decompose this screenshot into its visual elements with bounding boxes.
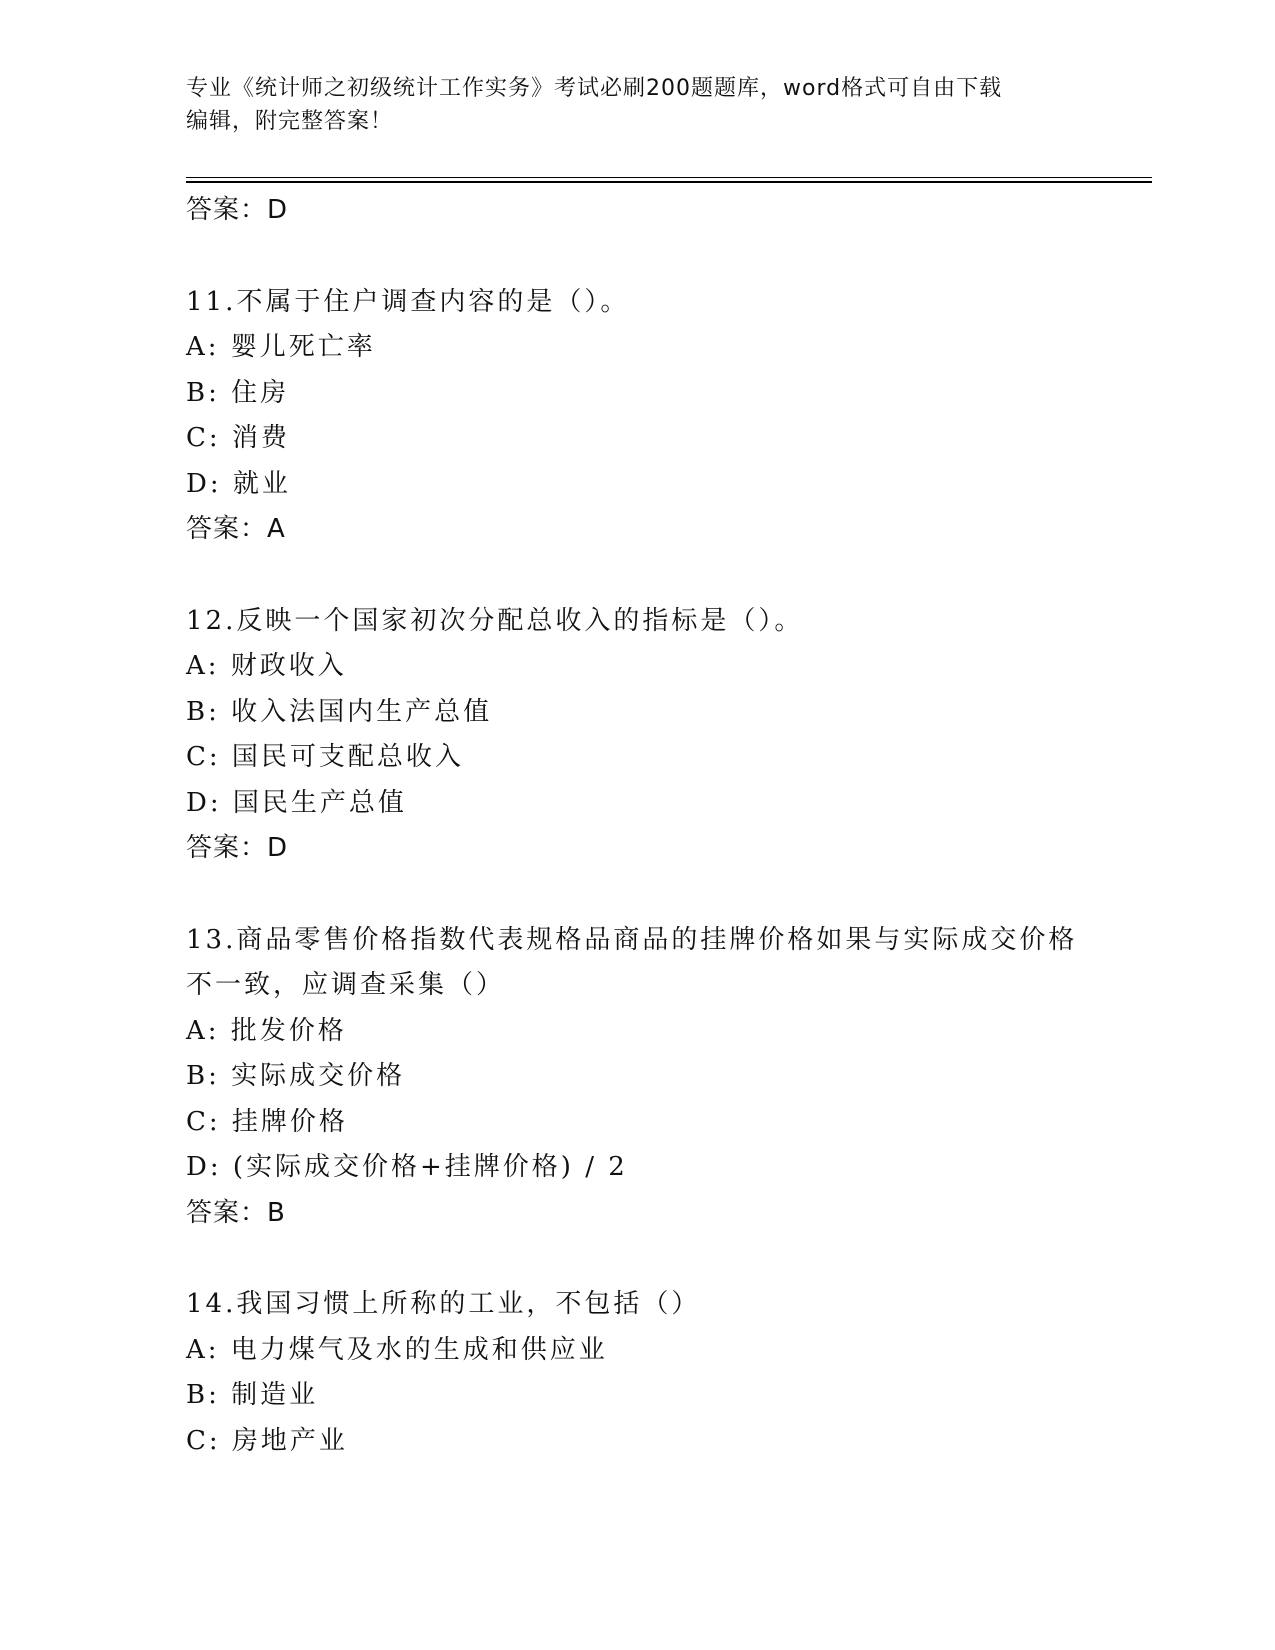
option-a: A: 财政收入 xyxy=(186,651,347,681)
header-divider-thick xyxy=(186,181,1152,183)
question-block xyxy=(186,280,1086,553)
header-divider-thin xyxy=(186,177,1152,178)
question-text-line-1: 13.商品零售价格指数代表规格品商品的挂牌价格如果与实际成交价格 xyxy=(186,924,1078,955)
spacer xyxy=(186,553,1086,599)
answer-label: 答案：B xyxy=(186,1197,286,1228)
option-c: C: 国民可支配总收入 xyxy=(186,742,464,772)
question-block xyxy=(186,599,1086,872)
spacer xyxy=(186,234,1086,280)
option-a: A: 电力煤气及水的生成和供应业 xyxy=(186,1334,608,1365)
question-text: 12.反映一个国家初次分配总收入的指标是（）。 xyxy=(186,605,804,636)
option-a: A: 婴儿死亡率 xyxy=(186,332,376,362)
option-d: D: 就业 xyxy=(186,468,291,499)
document-header xyxy=(186,72,1086,138)
question-text: 11.不属于住户调查内容的是（）。 xyxy=(186,286,630,317)
question-text-line-2: 不一致，应调查采集（） xyxy=(186,970,506,1000)
header-line-1: 专业《统计师之初级统计工作实务》考试必刷200题题库，word格式可自由下载 xyxy=(186,76,1003,101)
question-block xyxy=(186,1282,1086,1464)
answer-label: 答案：D xyxy=(186,833,289,863)
spacer xyxy=(186,872,1086,918)
question-block xyxy=(186,918,1086,1237)
option-a: A: 批发价格 xyxy=(186,1015,347,1046)
answer-label: 答案：A xyxy=(186,514,286,544)
option-d: D: 国民生产总值 xyxy=(186,787,407,818)
option-d: D: (实际成交价格+挂牌价格) / 2 xyxy=(186,1152,628,1182)
option-c: C: 挂牌价格 xyxy=(186,1106,348,1137)
header-line-2: 编辑，附完整答案！ xyxy=(186,109,394,134)
option-c: C: 消费 xyxy=(186,423,290,453)
document-body xyxy=(186,188,1086,1464)
question-text: 14.我国习惯上所称的工业，不包括（） xyxy=(186,1289,701,1319)
option-c: C: 房地产业 xyxy=(186,1425,348,1456)
option-b: B: 制造业 xyxy=(186,1380,319,1410)
answer-label: 答案：D xyxy=(186,195,289,225)
option-b: B: 实际成交价格 xyxy=(186,1061,406,1091)
spacer xyxy=(186,1236,1086,1282)
option-b: B: 收入法国内生产总值 xyxy=(186,696,493,727)
option-b: B: 住房 xyxy=(186,377,290,408)
